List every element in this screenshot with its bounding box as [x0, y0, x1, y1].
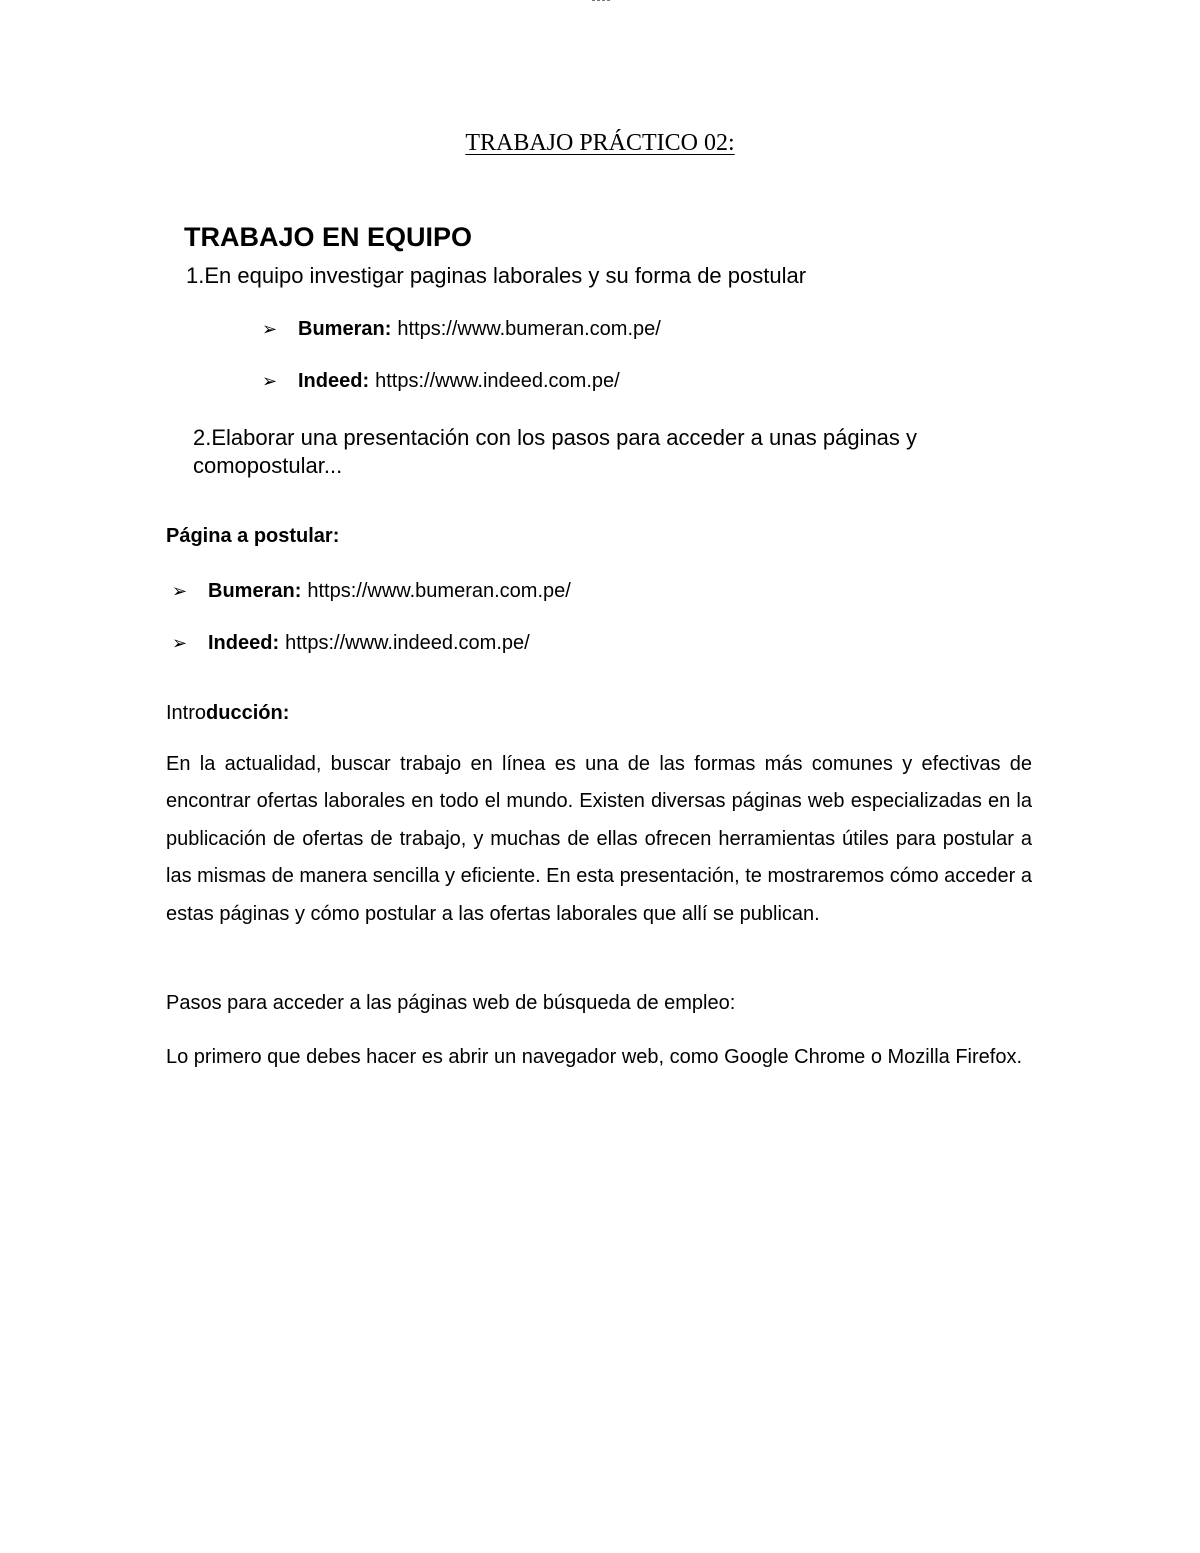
- intro-paragraph: En la actualidad, buscar trabajo en línea es una de las formas más comunes y efectivas de encontrar ofertas laborales en todo el mundo. Existen diversas páginas web especializadas en la publicación de ofertas de trabajo, y muchas de ellas ofrecen herramientas útiles para postular a las mismas de manera sencilla y eficiente. En esta presentación, te mostraremos cómo acceder a estas páginas y cómo postular a las ofertas laborales que allí se publican.: [166, 753, 1032, 925]
- site-label: Indeed:: [208, 632, 280, 654]
- site-url: https://www.indeed.com.pe/: [375, 370, 620, 392]
- intro-heading: [166, 702, 289, 725]
- site-url: https://www.bumeran.com.pe/: [397, 318, 661, 340]
- section-heading: TRABAJO EN EQUIPO: [184, 222, 473, 252]
- intro-heading-bold: ducción:: [206, 702, 290, 724]
- document-title: [0, 130, 1200, 157]
- arrow-bullet-icon: ➢: [262, 371, 278, 391]
- intro-heading-prefix: Intro: [166, 702, 207, 724]
- list-item: [172, 632, 530, 655]
- sub-heading: Página a postular:: [166, 525, 340, 547]
- document-title-text: TRABAJO PRÁCTICO 02:: [465, 130, 735, 156]
- site-label: Bumeran:: [298, 318, 392, 340]
- browser-paragraph: Lo primero que debes hacer es abrir un navegador web, como Google Chrome o Mozilla Firefox.: [166, 1046, 1022, 1068]
- list-item: [262, 370, 620, 393]
- list-item: [172, 580, 571, 603]
- task-item-2: 2.Elaborar una presentación con los pasos para acceder a unas páginas y comopostular...: [193, 425, 918, 478]
- list-item: [262, 318, 661, 341]
- site-label: Bumeran:: [208, 580, 302, 602]
- page-top-mark: [592, 0, 610, 5]
- site-url: https://www.indeed.com.pe/: [285, 632, 530, 654]
- site-url: https://www.bumeran.com.pe/: [307, 580, 571, 602]
- site-label: Indeed:: [298, 370, 370, 392]
- steps-paragraph: Pasos para acceder a las páginas web de búsqueda de empleo:: [166, 992, 736, 1014]
- task-item-1: 1.En equipo investigar paginas laborales y su forma de postular: [186, 263, 807, 288]
- arrow-bullet-icon: ➢: [172, 581, 188, 601]
- arrow-bullet-icon: ➢: [262, 319, 278, 339]
- arrow-bullet-icon: ➢: [172, 633, 188, 653]
